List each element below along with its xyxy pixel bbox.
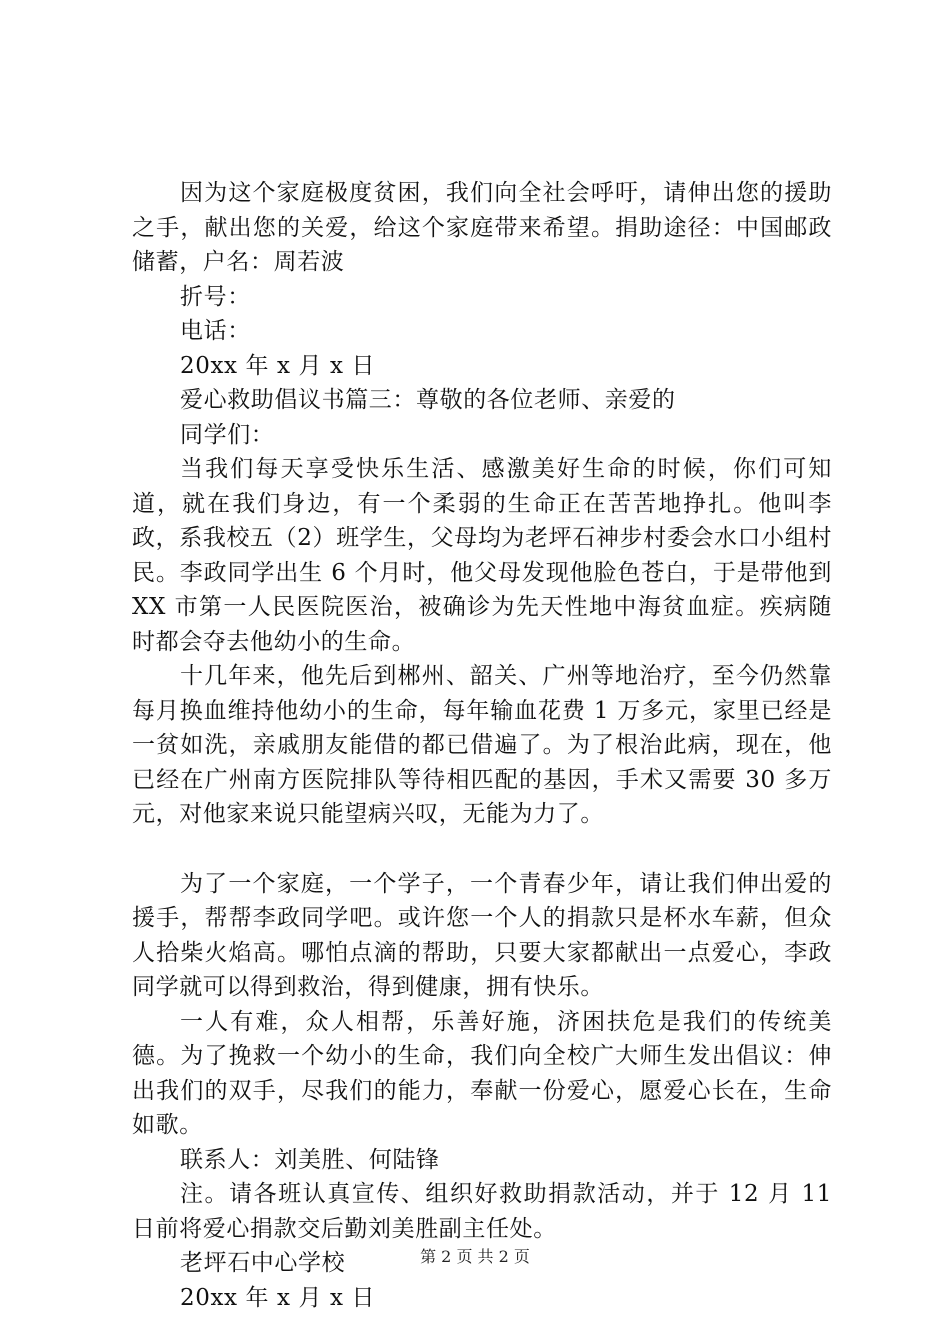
salutation: 同学们：: [180, 421, 275, 448]
line-contacts: 联系人：刘美胜、何陆锋: [180, 1146, 440, 1173]
line-date-2: 20xx 年 x 月 x 日: [180, 1284, 376, 1311]
document-body: [132, 176, 832, 1315]
paragraph-treatment: 十几年来，他先后到郴州、韶关、广州等地治疗，至今仍然靠每月换血维持他幼小的生命，每年输血花费 1 万多元，家里已经是一贫如洗，亲戚朋友能借的都已借遍了。为了根治此病，现在，他已经在广州南方医院排队等待相匹配的基因，手术又需要 30 多万元，对他家来说只能望病兴叹，无能为力了。: [132, 663, 832, 827]
line-date-1: 20xx 年 x 月 x 日: [180, 352, 376, 379]
line-account-number: 折号：: [180, 283, 251, 310]
paragraph-note: 注。请各班认真宣传、组织好救助捐款活动，并于 12 月 11 日前将爱心捐款交后勤刘美胜副主任处。: [132, 1181, 832, 1242]
section-heading: 爱心救助倡议书篇三：尊敬的各位老师、亲爱的: [180, 387, 676, 413]
line-phone: 电话：: [180, 318, 251, 344]
page-number-footer: 第 2 页 共 2 页: [420, 1247, 530, 1266]
paragraph-background: 当我们每天享受快乐生活、感激美好生命的时候，你们可知道，就在我们身边，有一个柔弱的生命正在苦苦地挣扎。他叫李政，系我校五（2）班学生，父母均为老坪石神步村委会水口小组村民。李政同学出生 6 个月时，他父母发现他脸色苍白，于是带他到 XX 市第一人民医院医治，被确诊为先天性地中海贫血症。疾病随时都会夺去他幼小的生命。: [132, 456, 832, 655]
paragraph-call-to-action: 为了一个家庭，一个学子，一个青春少年，请让我们伸出爱的援手，帮帮李政同学吧。或许您一个人的捐款只是杯水车薪，但众人拾柴火焰高。哪怕点滴的帮助，只要大家都献出一点爱心，李政同学就可以得到救治，得到健康，拥有快乐。: [132, 870, 832, 1000]
paragraph-appeal: 因为这个家庭极度贫困，我们向全社会呼吁，请伸出您的援助之手，献出您的关爱，给这个家庭带来希望。捐助途径：中国邮政储蓄，户名：周若波: [132, 180, 832, 275]
paragraph-initiative: 一人有难，众人相帮，乐善好施，济困扶危是我们的传统美德。为了挽救一个幼小的生命，我们向全校广大师生发出倡议：伸出我们的双手，尽我们的能力，奉献一份爱心，愿爱心长在，生命如歌。: [132, 1008, 832, 1138]
blank-line: [132, 832, 832, 867]
line-school-name: 老坪石中心学校: [180, 1250, 346, 1276]
